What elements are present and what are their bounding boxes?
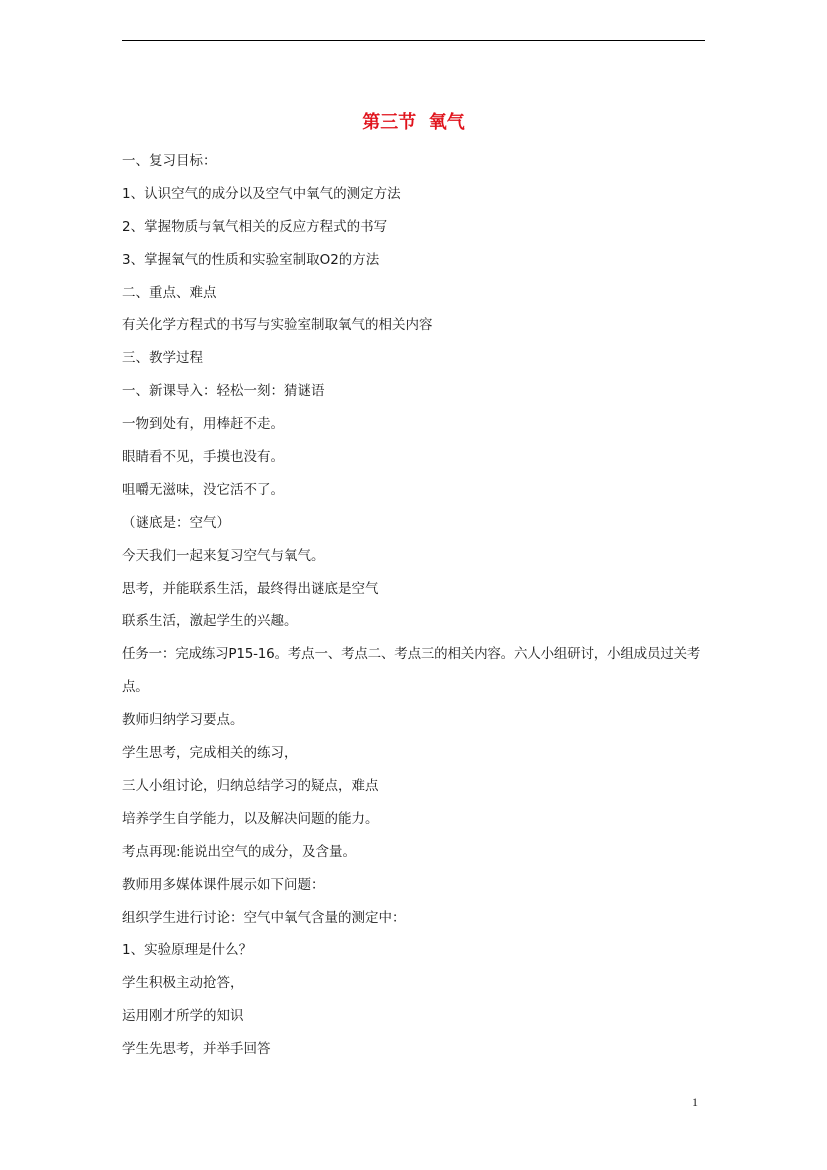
paragraph: 联系生活，激起学生的兴趣。 (122, 613, 298, 630)
paragraph: 思考，并能联系生活，最终得出谜底是空气 (122, 580, 379, 597)
paragraph: 教师归纳学习要点。 (122, 712, 244, 729)
paragraph: 学生积极主动抢答， (122, 975, 244, 992)
paragraph: 咀嚼无滋味，没它活不了。 (122, 481, 284, 498)
paragraph: （谜底是：空气） (122, 514, 230, 531)
paragraph: 培养学生自学能力，以及解决问题的能力。 (122, 810, 379, 827)
paragraph: 2、掌握物质与氧气相关的反应方程式的书写 (122, 218, 388, 235)
paragraph: 学生思考，完成相关的练习， (122, 745, 298, 762)
paragraph: 学生先思考，并举手回答 (122, 1041, 271, 1058)
paragraph: 考点再现:能说出空气的成分，及含量。 (122, 843, 357, 860)
paragraph: 任务一：完成练习P15-16。考点一、考点二、考点三的相关内容。六人小组研讨，小组成员过关考点。 (122, 646, 701, 696)
paragraph: 眼睛看不见，手摸也没有。 (122, 449, 284, 466)
page-number: 1 (692, 1095, 698, 1109)
document-title: 第三节 氧气 (362, 112, 465, 133)
paragraph: 一、复习目标： (122, 153, 217, 169)
paragraph: 三、教学过程 (122, 350, 203, 367)
paragraph: 运用刚才所学的知识 (122, 1008, 244, 1025)
paragraph: 3、掌握氧气的性质和实验室制取O2的方法 (122, 251, 380, 268)
paragraph: 教师用多媒体课件展示如下问题： (122, 876, 325, 893)
paragraph: 1、认识空气的成分以及空气中氧气的测定方法 (122, 185, 401, 202)
paragraph: 组织学生进行讨论：空气中氧气含量的测定中： (122, 909, 406, 926)
paragraph: 一物到处有，用棒赶不走。 (122, 416, 284, 433)
paragraph: 一、新课导入：轻松一刻：猜谜语 (122, 383, 325, 400)
paragraph: 1、实验原理是什么？ (122, 942, 253, 959)
paragraph: 二、重点、难点 (122, 284, 217, 301)
paragraph: 今天我们一起来复习空气与氧气。 (122, 547, 325, 564)
header-rule (122, 40, 705, 41)
paragraph: 有关化学方程式的书写与实验室制取氧气的相关内容 (122, 317, 433, 334)
paragraph: 三人小组讨论，归纳总结学习的疑点，难点 (122, 777, 379, 794)
document-body (122, 145, 705, 1066)
